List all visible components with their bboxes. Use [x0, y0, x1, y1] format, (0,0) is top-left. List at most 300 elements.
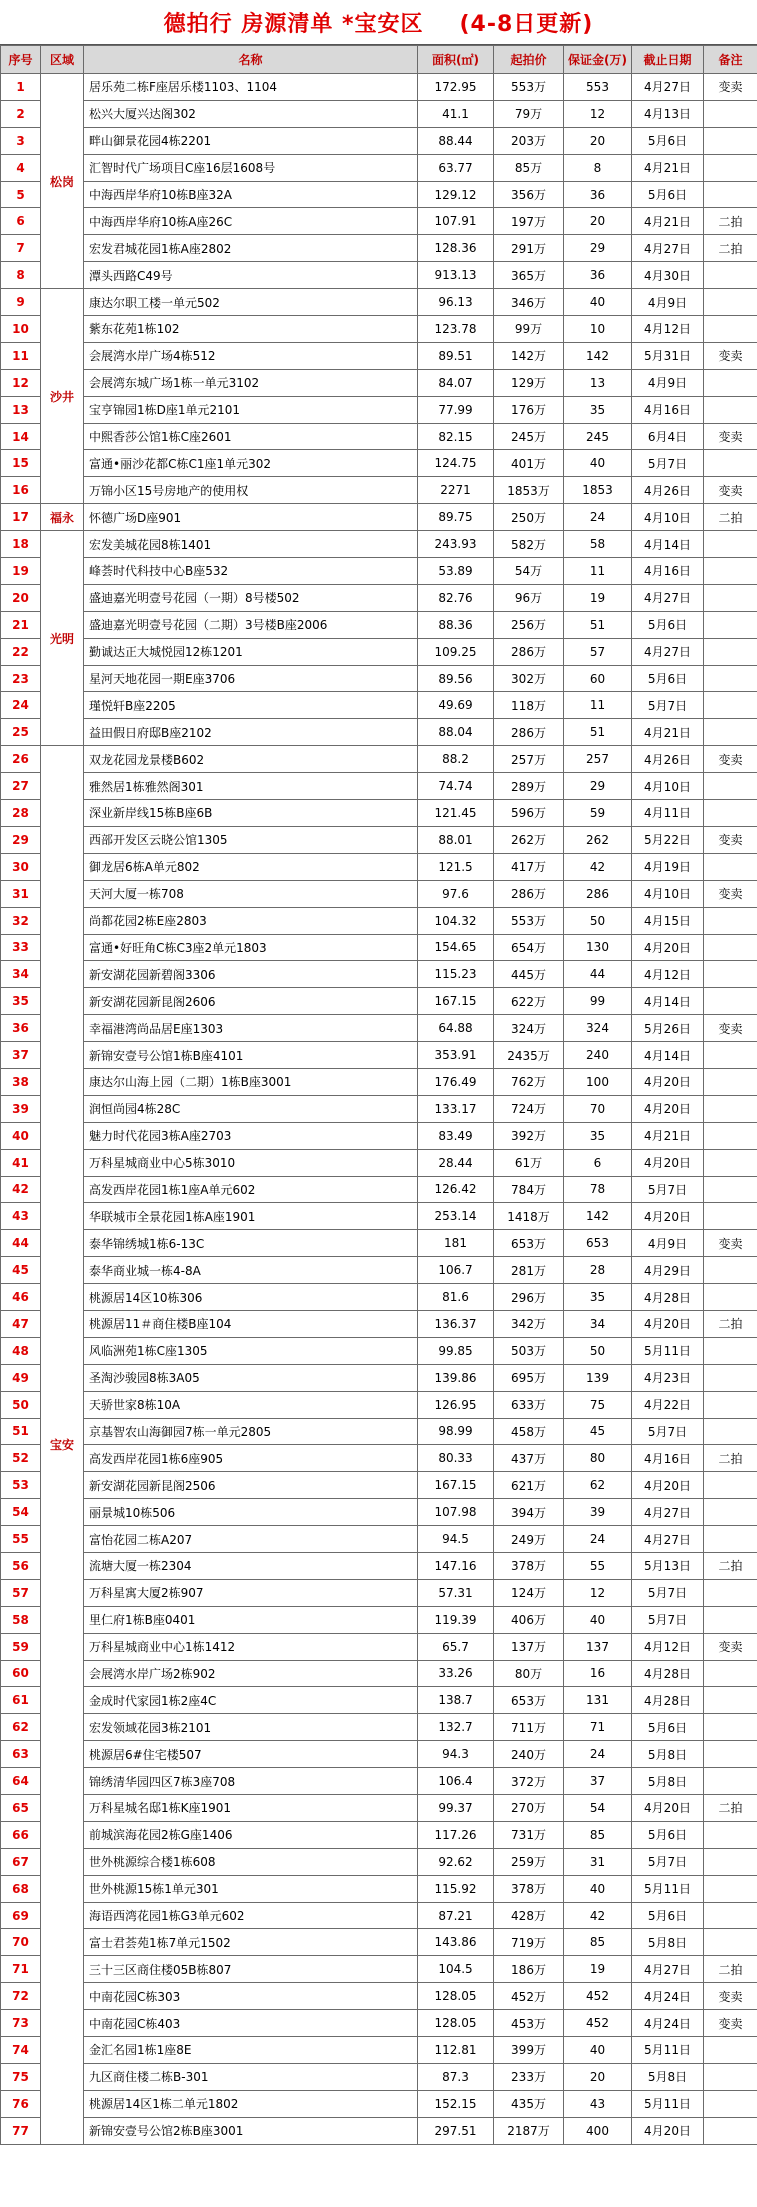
- table-row: [1, 1687, 757, 1714]
- deposit-cell: 11: [564, 558, 632, 585]
- note-cell: [704, 262, 757, 289]
- deadline-cell: 4月12日: [632, 316, 704, 343]
- area-cell: 88.36: [418, 611, 494, 638]
- property-name: 星河天地花园一期E座3706: [84, 665, 418, 692]
- area-cell: 82.76: [418, 584, 494, 611]
- deadline-cell: 5月22日: [632, 826, 704, 853]
- price-cell: 124万: [494, 1579, 564, 1606]
- row-number: 59: [1, 1633, 41, 1660]
- row-number: 75: [1, 2063, 41, 2090]
- price-cell: 724万: [494, 1095, 564, 1122]
- deposit-cell: 80: [564, 1445, 632, 1472]
- deadline-cell: 4月21日: [632, 208, 704, 235]
- deadline-cell: 5月8日: [632, 1741, 704, 1768]
- note-cell: 变卖: [704, 342, 757, 369]
- area-cell: 107.98: [418, 1499, 494, 1526]
- area-cell: 88.04: [418, 719, 494, 746]
- deadline-cell: 5月7日: [632, 692, 704, 719]
- property-name: 万科星城商业中心1栋1412: [84, 1633, 418, 1660]
- price-cell: 711万: [494, 1714, 564, 1741]
- deadline-cell: 4月28日: [632, 1687, 704, 1714]
- price-cell: 553万: [494, 907, 564, 934]
- header-deadline: 截止日期: [632, 46, 704, 74]
- property-name: 宝亨锦园1栋D座1单元2101: [84, 396, 418, 423]
- table-row: [1, 1526, 757, 1553]
- area-cell: 243.93: [418, 531, 494, 558]
- price-cell: 346万: [494, 289, 564, 316]
- area-cell: 132.7: [418, 1714, 494, 1741]
- note-cell: [704, 1337, 757, 1364]
- price-cell: 453万: [494, 2010, 564, 2037]
- area-cell: 115.92: [418, 1875, 494, 1902]
- district-cell: 宝安: [41, 746, 84, 2144]
- property-name: 富通•丽沙花都C栋C1座1单元302: [84, 450, 418, 477]
- row-number: 64: [1, 1768, 41, 1795]
- property-name: 紫东花苑1栋102: [84, 316, 418, 343]
- deposit-cell: 262: [564, 826, 632, 853]
- note-cell: [704, 1472, 757, 1499]
- deposit-cell: 6: [564, 1149, 632, 1176]
- deposit-cell: 20: [564, 127, 632, 154]
- deadline-cell: 4月16日: [632, 1445, 704, 1472]
- deposit-cell: 24: [564, 1526, 632, 1553]
- price-cell: 2435万: [494, 1042, 564, 1069]
- note-cell: [704, 638, 757, 665]
- price-cell: 286万: [494, 638, 564, 665]
- note-cell: [704, 1714, 757, 1741]
- table-row: [1, 1660, 757, 1687]
- property-name: 风临洲苑1栋C座1305: [84, 1337, 418, 1364]
- deposit-cell: 20: [564, 208, 632, 235]
- price-cell: 417万: [494, 853, 564, 880]
- price-cell: 1853万: [494, 477, 564, 504]
- deposit-cell: 60: [564, 665, 632, 692]
- table-row: [1, 880, 757, 907]
- note-cell: [704, 1284, 757, 1311]
- table-row: [1, 208, 757, 235]
- price-cell: 262万: [494, 826, 564, 853]
- deposit-cell: 40: [564, 1875, 632, 1902]
- property-name: 尚都花园2栋E座2803: [84, 907, 418, 934]
- row-number: 30: [1, 853, 41, 880]
- header-name: 名称: [84, 46, 418, 74]
- deadline-cell: 4月20日: [632, 1203, 704, 1230]
- property-name: 康达尔职工楼一单元502: [84, 289, 418, 316]
- note-cell: [704, 316, 757, 343]
- row-number: 62: [1, 1714, 41, 1741]
- price-cell: 291万: [494, 235, 564, 262]
- deadline-cell: 4月20日: [632, 1795, 704, 1822]
- note-cell: [704, 1095, 757, 1122]
- table-row: [1, 235, 757, 262]
- price-cell: 281万: [494, 1257, 564, 1284]
- area-cell: 112.81: [418, 2037, 494, 2064]
- table-row: [1, 1015, 757, 1042]
- table-row: [1, 396, 757, 423]
- deposit-cell: 29: [564, 235, 632, 262]
- deposit-cell: 75: [564, 1391, 632, 1418]
- deposit-cell: 70: [564, 1095, 632, 1122]
- row-number: 12: [1, 369, 41, 396]
- area-cell: 123.78: [418, 316, 494, 343]
- deadline-cell: 4月20日: [632, 1149, 704, 1176]
- row-number: 6: [1, 208, 41, 235]
- area-cell: 88.01: [418, 826, 494, 853]
- row-number: 34: [1, 961, 41, 988]
- row-number: 36: [1, 1015, 41, 1042]
- property-name: 流塘大厦一栋2304: [84, 1552, 418, 1579]
- row-number: 65: [1, 1795, 41, 1822]
- deadline-cell: 4月27日: [632, 638, 704, 665]
- deposit-cell: 55: [564, 1552, 632, 1579]
- deadline-cell: 4月21日: [632, 719, 704, 746]
- deposit-cell: 36: [564, 181, 632, 208]
- deposit-cell: 16: [564, 1660, 632, 1687]
- row-number: 13: [1, 396, 41, 423]
- property-name: 畔山御景花园4栋2201: [84, 127, 418, 154]
- district-cell: 光明: [41, 531, 84, 746]
- table-row: [1, 1257, 757, 1284]
- price-cell: 653万: [494, 1687, 564, 1714]
- deadline-cell: 4月21日: [632, 1122, 704, 1149]
- note-cell: 二拍: [704, 1445, 757, 1472]
- note-cell: [704, 934, 757, 961]
- row-number: 2: [1, 100, 41, 127]
- table-row: [1, 1956, 757, 1983]
- row-number: 5: [1, 181, 41, 208]
- price-cell: 1418万: [494, 1203, 564, 1230]
- price-cell: 249万: [494, 1526, 564, 1553]
- property-name: 万科星寓大厦2栋907: [84, 1579, 418, 1606]
- deadline-cell: 4月14日: [632, 1042, 704, 1069]
- area-cell: 121.5: [418, 853, 494, 880]
- table-row: [1, 1929, 757, 1956]
- deadline-cell: 4月16日: [632, 558, 704, 585]
- table-row: [1, 1741, 757, 1768]
- deposit-cell: 24: [564, 1741, 632, 1768]
- header-area: 面积(㎡): [418, 46, 494, 74]
- property-name: 瑾悦轩B座2205: [84, 692, 418, 719]
- table-row: [1, 423, 757, 450]
- note-cell: [704, 1660, 757, 1687]
- price-cell: 784万: [494, 1176, 564, 1203]
- row-number: 56: [1, 1552, 41, 1579]
- note-cell: [704, 1203, 757, 1230]
- deposit-cell: 44: [564, 961, 632, 988]
- property-name: 宏发君城花园1栋A座2802: [84, 235, 418, 262]
- price-cell: 342万: [494, 1310, 564, 1337]
- row-number: 50: [1, 1391, 41, 1418]
- table-row: [1, 558, 757, 585]
- deadline-cell: 4月27日: [632, 235, 704, 262]
- table-row: [1, 1122, 757, 1149]
- price-cell: 245万: [494, 423, 564, 450]
- property-name: 康达尔山海上园（二期）1栋B座3001: [84, 1068, 418, 1095]
- price-cell: 250万: [494, 504, 564, 531]
- note-cell: [704, 154, 757, 181]
- price-cell: 61万: [494, 1149, 564, 1176]
- deadline-cell: 5月8日: [632, 1768, 704, 1795]
- note-cell: 二拍: [704, 208, 757, 235]
- area-cell: 87.21: [418, 1902, 494, 1929]
- area-cell: 139.86: [418, 1364, 494, 1391]
- deposit-cell: 35: [564, 1284, 632, 1311]
- table-row: [1, 181, 757, 208]
- note-cell: [704, 1875, 757, 1902]
- row-number: 67: [1, 1848, 41, 1875]
- table-row: [1, 1579, 757, 1606]
- table-row: [1, 800, 757, 827]
- table-row: [1, 1983, 757, 2010]
- area-cell: 126.95: [418, 1391, 494, 1418]
- row-number: 58: [1, 1606, 41, 1633]
- deposit-cell: 11: [564, 692, 632, 719]
- property-name: 富通•好旺角C栋C3座2单元1803: [84, 934, 418, 961]
- row-number: 10: [1, 316, 41, 343]
- deposit-cell: 13: [564, 369, 632, 396]
- deadline-cell: 4月9日: [632, 1230, 704, 1257]
- deposit-cell: 58: [564, 531, 632, 558]
- table-row: [1, 2063, 757, 2090]
- area-cell: 115.23: [418, 961, 494, 988]
- header-price: 起拍价: [494, 46, 564, 74]
- deadline-cell: 4月13日: [632, 100, 704, 127]
- area-cell: 119.39: [418, 1606, 494, 1633]
- area-cell: 41.1: [418, 100, 494, 127]
- area-cell: 81.6: [418, 1284, 494, 1311]
- price-cell: 302万: [494, 665, 564, 692]
- deposit-cell: 139: [564, 1364, 632, 1391]
- deadline-cell: 4月30日: [632, 262, 704, 289]
- property-name: 京基智农山海御园7栋一单元2805: [84, 1418, 418, 1445]
- price-cell: 622万: [494, 988, 564, 1015]
- area-cell: 154.65: [418, 934, 494, 961]
- property-name: 金成时代家园1栋2座4C: [84, 1687, 418, 1714]
- deposit-cell: 245: [564, 423, 632, 450]
- area-cell: 104.5: [418, 1956, 494, 1983]
- note-cell: 变卖: [704, 2010, 757, 2037]
- deposit-cell: 29: [564, 773, 632, 800]
- table-row: [1, 665, 757, 692]
- deposit-cell: 553: [564, 74, 632, 101]
- table-row: [1, 2010, 757, 2037]
- deadline-cell: 4月20日: [632, 1472, 704, 1499]
- price-cell: 2187万: [494, 2117, 564, 2144]
- table-row: [1, 450, 757, 477]
- area-cell: 176.49: [418, 1068, 494, 1095]
- deposit-cell: 130: [564, 934, 632, 961]
- property-name: 润恒尚园4栋28C: [84, 1095, 418, 1122]
- property-name: 雅然居1栋雅然阁301: [84, 773, 418, 800]
- row-number: 44: [1, 1230, 41, 1257]
- deposit-cell: 452: [564, 2010, 632, 2037]
- price-cell: 137万: [494, 1633, 564, 1660]
- note-cell: [704, 1741, 757, 1768]
- deposit-cell: 100: [564, 1068, 632, 1095]
- deposit-cell: 28: [564, 1257, 632, 1284]
- deadline-cell: 4月28日: [632, 1660, 704, 1687]
- deadline-cell: 5月8日: [632, 1929, 704, 1956]
- deposit-cell: 50: [564, 1337, 632, 1364]
- note-cell: 二拍: [704, 504, 757, 531]
- area-cell: 167.15: [418, 1472, 494, 1499]
- price-cell: 99万: [494, 316, 564, 343]
- deadline-cell: 4月15日: [632, 907, 704, 934]
- deadline-cell: 4月26日: [632, 477, 704, 504]
- deadline-cell: 5月31日: [632, 342, 704, 369]
- price-cell: 378万: [494, 1552, 564, 1579]
- note-cell: [704, 1579, 757, 1606]
- price-cell: 203万: [494, 127, 564, 154]
- note-cell: [704, 127, 757, 154]
- note-cell: [704, 692, 757, 719]
- row-number: 23: [1, 665, 41, 692]
- row-number: 9: [1, 289, 41, 316]
- row-number: 57: [1, 1579, 41, 1606]
- note-cell: 变卖: [704, 477, 757, 504]
- property-name: 前城滨海花园2栋G座1406: [84, 1821, 418, 1848]
- row-number: 33: [1, 934, 41, 961]
- deposit-cell: 452: [564, 1983, 632, 2010]
- table-row: [1, 1284, 757, 1311]
- table-row: [1, 1552, 757, 1579]
- area-cell: 121.45: [418, 800, 494, 827]
- deposit-cell: 286: [564, 880, 632, 907]
- row-number: 77: [1, 2117, 41, 2144]
- deposit-cell: 51: [564, 719, 632, 746]
- header-no: 序号: [1, 46, 41, 74]
- price-cell: 392万: [494, 1122, 564, 1149]
- deadline-cell: 5月6日: [632, 611, 704, 638]
- price-cell: 621万: [494, 1472, 564, 1499]
- property-name: 海语西湾花园1栋G3单元602: [84, 1902, 418, 1929]
- price-cell: 633万: [494, 1391, 564, 1418]
- table-row: [1, 2117, 757, 2144]
- area-cell: 181: [418, 1230, 494, 1257]
- table-row: [1, 1203, 757, 1230]
- property-name: 万科星城商业中心5栋3010: [84, 1149, 418, 1176]
- deadline-cell: 4月11日: [632, 800, 704, 827]
- row-number: 20: [1, 584, 41, 611]
- area-cell: 49.69: [418, 692, 494, 719]
- deadline-cell: 4月10日: [632, 504, 704, 531]
- deadline-cell: 5月6日: [632, 1821, 704, 1848]
- note-cell: 变卖: [704, 1633, 757, 1660]
- deposit-cell: 40: [564, 450, 632, 477]
- area-cell: 124.75: [418, 450, 494, 477]
- deadline-cell: 4月16日: [632, 396, 704, 423]
- property-name: 双龙花园龙景楼B602: [84, 746, 418, 773]
- title-update: (4-8日更新): [459, 11, 594, 37]
- area-cell: 109.25: [418, 638, 494, 665]
- row-number: 49: [1, 1364, 41, 1391]
- property-name: 益田假日府邸B座2102: [84, 719, 418, 746]
- price-cell: 445万: [494, 961, 564, 988]
- area-cell: 2271: [418, 477, 494, 504]
- area-cell: 65.7: [418, 1633, 494, 1660]
- property-name: 世外桃源15栋1单元301: [84, 1875, 418, 1902]
- row-number: 70: [1, 1929, 41, 1956]
- price-cell: 79万: [494, 100, 564, 127]
- property-name: 新锦安壹号公馆1栋B座4101: [84, 1042, 418, 1069]
- deadline-cell: 5月6日: [632, 127, 704, 154]
- deposit-cell: 57: [564, 638, 632, 665]
- deadline-cell: 4月19日: [632, 853, 704, 880]
- note-cell: [704, 2117, 757, 2144]
- note-cell: [704, 773, 757, 800]
- row-number: 39: [1, 1095, 41, 1122]
- price-cell: 257万: [494, 746, 564, 773]
- note-cell: 变卖: [704, 423, 757, 450]
- note-cell: [704, 369, 757, 396]
- deadline-cell: 5月6日: [632, 1902, 704, 1929]
- price-cell: 259万: [494, 1848, 564, 1875]
- row-number: 11: [1, 342, 41, 369]
- row-number: 72: [1, 1983, 41, 2010]
- property-name: 中海西岸华府10栋B座32A: [84, 181, 418, 208]
- deadline-cell: 5月11日: [632, 2090, 704, 2117]
- area-cell: 82.15: [418, 423, 494, 450]
- property-name: 泰华商业城一栋4-8A: [84, 1257, 418, 1284]
- note-cell: [704, 719, 757, 746]
- deadline-cell: 5月11日: [632, 1337, 704, 1364]
- row-number: 25: [1, 719, 41, 746]
- note-cell: [704, 1526, 757, 1553]
- deposit-cell: 37: [564, 1768, 632, 1795]
- deadline-cell: 5月7日: [632, 1848, 704, 1875]
- row-number: 15: [1, 450, 41, 477]
- row-number: 68: [1, 1875, 41, 1902]
- table-row: [1, 1472, 757, 1499]
- deadline-cell: 4月9日: [632, 289, 704, 316]
- note-cell: [704, 1364, 757, 1391]
- property-name: 九区商住楼二栋B-301: [84, 2063, 418, 2090]
- property-name: 中南花园C栋303: [84, 1983, 418, 2010]
- property-name: 三十三区商住楼05B栋807: [84, 1956, 418, 1983]
- area-cell: 147.16: [418, 1552, 494, 1579]
- property-name: 宏发美城花园8栋1401: [84, 531, 418, 558]
- note-cell: 变卖: [704, 1230, 757, 1257]
- table-row: [1, 1633, 757, 1660]
- property-name: 圣淘沙骏园8栋3A05: [84, 1364, 418, 1391]
- deadline-cell: 4月24日: [632, 2010, 704, 2037]
- price-cell: 503万: [494, 1337, 564, 1364]
- deadline-cell: 5月7日: [632, 1579, 704, 1606]
- table-row: [1, 1499, 757, 1526]
- note-cell: [704, 289, 757, 316]
- deposit-cell: 34: [564, 1310, 632, 1337]
- area-cell: 89.56: [418, 665, 494, 692]
- area-cell: 96.13: [418, 289, 494, 316]
- property-name: 金汇名园1栋1座8E: [84, 2037, 418, 2064]
- price-cell: 401万: [494, 450, 564, 477]
- property-name: 世外桃源综合楼1栋608: [84, 1848, 418, 1875]
- area-cell: 253.14: [418, 1203, 494, 1230]
- deadline-cell: 4月20日: [632, 2117, 704, 2144]
- note-cell: [704, 2063, 757, 2090]
- deadline-cell: 4月20日: [632, 934, 704, 961]
- price-cell: 406万: [494, 1606, 564, 1633]
- property-name: 宏发领域花园3栋2101: [84, 1714, 418, 1741]
- note-cell: [704, 558, 757, 585]
- deposit-cell: 12: [564, 1579, 632, 1606]
- deadline-cell: 5月11日: [632, 2037, 704, 2064]
- area-cell: 99.85: [418, 1337, 494, 1364]
- deadline-cell: 4月29日: [632, 1257, 704, 1284]
- note-cell: 二拍: [704, 1956, 757, 1983]
- deposit-cell: 137: [564, 1633, 632, 1660]
- deadline-cell: 4月27日: [632, 1499, 704, 1526]
